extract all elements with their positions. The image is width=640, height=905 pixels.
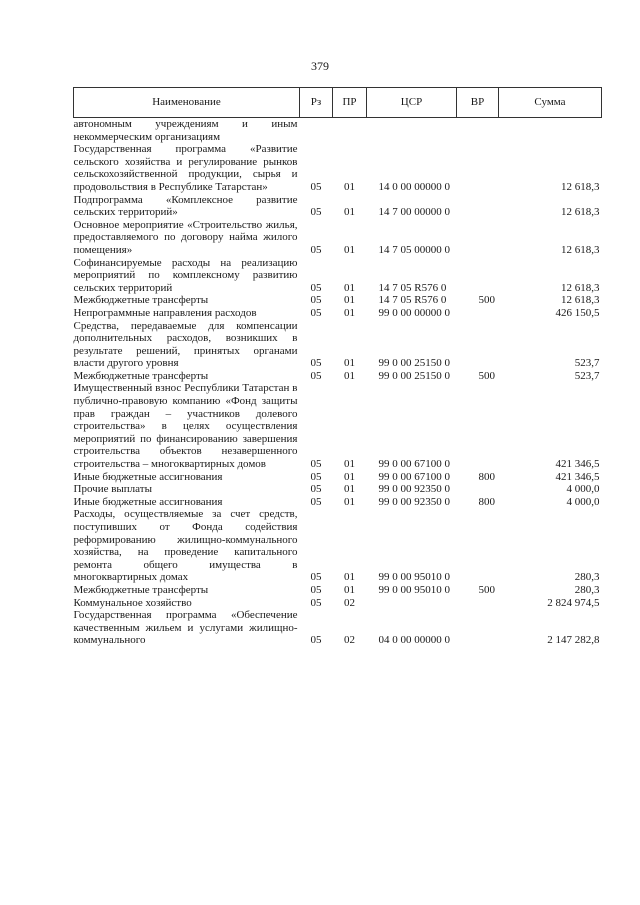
- row-name: Основное мероприятие «Строительство жилья, предоставляемого по договору найма жилого помещения»: [73, 218, 298, 256]
- row-csr: 14 7 00 00000 0: [378, 206, 450, 219]
- row-vr: [457, 118, 499, 144]
- row-vr: 800: [478, 470, 495, 483]
- row-csr: 99 0 00 92350 0: [378, 495, 450, 508]
- table-row: [74, 471, 602, 484]
- table-row: [74, 609, 602, 647]
- table-row: [74, 118, 602, 144]
- row-csr: [367, 597, 457, 610]
- header-name: Наименование: [74, 88, 300, 118]
- row-vr: [457, 320, 499, 370]
- row-rz: 05: [310, 357, 322, 370]
- row-name: Коммунальное хозяйство: [73, 596, 192, 609]
- row-csr: 14 7 05 R576 0: [378, 294, 447, 307]
- row-vr: 500: [478, 583, 495, 596]
- header-csr: ЦСР: [367, 88, 457, 118]
- row-pr: 01: [344, 294, 355, 307]
- row-vr: [457, 382, 499, 470]
- row-rz: 05: [310, 483, 322, 496]
- table-row: [74, 370, 602, 383]
- row-rz: 05: [310, 243, 322, 256]
- row-sum: 12 618,3: [561, 281, 600, 294]
- row-rz: 05: [310, 470, 322, 483]
- row-csr: 04 0 00 00000 0: [378, 634, 450, 647]
- row-name: Средства, передаваемые для компенсации дополнительных расходов, возникших в результате решений, принятых органами власти другого уровня: [73, 319, 298, 370]
- row-vr: 500: [478, 294, 495, 307]
- row-rz: 05: [310, 634, 322, 647]
- row-csr: 14 7 05 00000 0: [378, 243, 450, 256]
- row-csr: 99 0 00 25150 0: [378, 357, 450, 370]
- row-sum: 421 346,5: [555, 458, 600, 471]
- page-number: 379: [311, 59, 329, 73]
- row-pr: 01: [344, 583, 355, 596]
- row-csr: 99 0 00 67100 0: [378, 470, 450, 483]
- row-vr: [457, 508, 499, 584]
- row-pr: 02: [344, 634, 355, 647]
- row-sum: 2 147 282,8: [547, 634, 600, 647]
- row-csr: 99 0 00 67100 0: [378, 458, 450, 471]
- row-pr: 01: [344, 306, 355, 319]
- row-pr: 01: [344, 483, 355, 496]
- row-sum: 280,3: [574, 583, 600, 596]
- row-name: автономным учреждениям и иным некоммерческим организациям: [73, 118, 298, 143]
- row-sum: 4 000,0: [566, 495, 600, 508]
- table-row: [74, 320, 602, 370]
- header-sum: Сумма: [499, 88, 602, 118]
- row-rz: 05: [310, 571, 322, 584]
- row-name: Межбюджетные трансферты: [73, 369, 209, 382]
- table-row: [74, 508, 602, 584]
- row-csr: 99 0 00 92350 0: [378, 483, 450, 496]
- table-body: [74, 118, 602, 647]
- row-rz: [300, 118, 333, 144]
- row-vr: [457, 257, 499, 295]
- row-csr: 99 0 00 95010 0: [378, 583, 450, 596]
- row-sum: 523,7: [574, 357, 600, 370]
- row-name: Софинансируемые расходы на реализацию мероприятий по комплексному развитию сельских территорий: [73, 256, 298, 294]
- row-rz: 05: [310, 369, 322, 382]
- row-vr: 500: [478, 369, 495, 382]
- row-rz: 05: [310, 294, 322, 307]
- row-pr: 01: [344, 495, 355, 508]
- row-sum: 280,3: [574, 571, 600, 584]
- row-name: Межбюджетные трансферты: [73, 294, 209, 307]
- row-vr: [457, 219, 499, 257]
- row-sum: 2 824 974,5: [547, 596, 600, 609]
- row-csr: 99 0 00 00000 0: [378, 306, 450, 319]
- header-vr: ВР: [457, 88, 499, 118]
- row-csr: 99 0 00 25150 0: [378, 369, 450, 382]
- row-csr: 14 7 05 R576 0: [378, 281, 447, 294]
- table-header: [74, 88, 602, 118]
- table-row: [74, 496, 602, 509]
- row-pr: 01: [344, 206, 355, 219]
- row-pr: 01: [344, 571, 355, 584]
- table-row: [74, 584, 602, 597]
- row-pr: 01: [344, 243, 355, 256]
- row-name: Прочие выплаты: [73, 483, 152, 496]
- row-name: Имущественный взнос Республики Татарстан в публично-правовую компанию «Фонд защиты прав граждан – участников долевого строительства» в целях осуществления мероприятий по финансированию завершения строительства объектов незавершенного строительства – многоквартирных домов: [73, 382, 298, 471]
- row-sum: 426 150,5: [555, 306, 600, 319]
- row-sum: 421 346,5: [555, 470, 600, 483]
- row-pr: 01: [344, 458, 355, 471]
- header-rz: Рз: [300, 88, 333, 118]
- row-sum: [499, 118, 602, 144]
- row-name: Государственная программа «Обеспечение качественным жильем и услугами жилищно-коммунального: [73, 609, 298, 647]
- row-name: Межбюджетные трансферты: [73, 583, 209, 596]
- row-rz: 05: [310, 495, 322, 508]
- table-row: [74, 382, 602, 470]
- table-row: [74, 143, 602, 193]
- row-vr: [457, 307, 499, 320]
- row-csr: [367, 118, 457, 144]
- row-pr: 01: [344, 470, 355, 483]
- row-sum: 12 618,3: [561, 206, 600, 219]
- row-rz: 05: [310, 206, 322, 219]
- row-name: Иные бюджетные ассигнования: [73, 495, 223, 508]
- row-rz: 05: [310, 180, 322, 193]
- row-name: Расходы, осуществляемые за счет средств, поступивших от Фонда содействия реформированию жилищно-коммунального хозяйства, на проведение капитального ремонта общего имущества в многоквартирных домах: [73, 508, 298, 584]
- row-pr: 01: [344, 180, 355, 193]
- row-name: Подпрограмма «Комплексное развитие сельских территорий»: [73, 193, 298, 219]
- table-row: [74, 307, 602, 320]
- budget-table: [73, 87, 602, 647]
- row-pr: [333, 118, 367, 144]
- table-row: [74, 219, 602, 257]
- row-sum: 12 618,3: [561, 243, 600, 256]
- row-pr: 02: [344, 596, 355, 609]
- table-row: [74, 294, 602, 307]
- row-rz: 05: [310, 458, 322, 471]
- row-pr: 01: [344, 281, 355, 294]
- table-row: [74, 597, 602, 610]
- row-pr: 01: [344, 369, 355, 382]
- table-row: [74, 194, 602, 219]
- row-csr: 14 0 00 00000 0: [378, 180, 450, 193]
- row-sum: 4 000,0: [566, 483, 600, 496]
- row-pr: 01: [344, 357, 355, 370]
- row-sum: 12 618,3: [561, 294, 600, 307]
- row-vr: 800: [478, 495, 495, 508]
- row-vr: [457, 597, 499, 610]
- row-rz: 05: [310, 306, 322, 319]
- row-name: Государственная программа «Развитие сельского хозяйства и регулирование рынков сельскохозяйственной продукции, сырья и продовольствия в Республике Татарстан»: [73, 143, 298, 193]
- row-vr: [457, 483, 499, 496]
- row-sum: 523,7: [574, 369, 600, 382]
- row-rz: 05: [310, 596, 322, 609]
- row-rz: 05: [310, 281, 322, 294]
- row-sum: 12 618,3: [561, 180, 600, 193]
- table-row: [74, 483, 602, 496]
- row-vr: [457, 609, 499, 647]
- table-row: [74, 257, 602, 295]
- header-pr: ПР: [333, 88, 367, 118]
- row-csr: 99 0 00 95010 0: [378, 571, 450, 584]
- row-vr: [457, 143, 499, 193]
- row-name: Иные бюджетные ассигнования: [73, 470, 223, 483]
- row-name: Непрограммные направления расходов: [73, 306, 257, 319]
- row-rz: 05: [310, 583, 322, 596]
- row-vr: [457, 194, 499, 219]
